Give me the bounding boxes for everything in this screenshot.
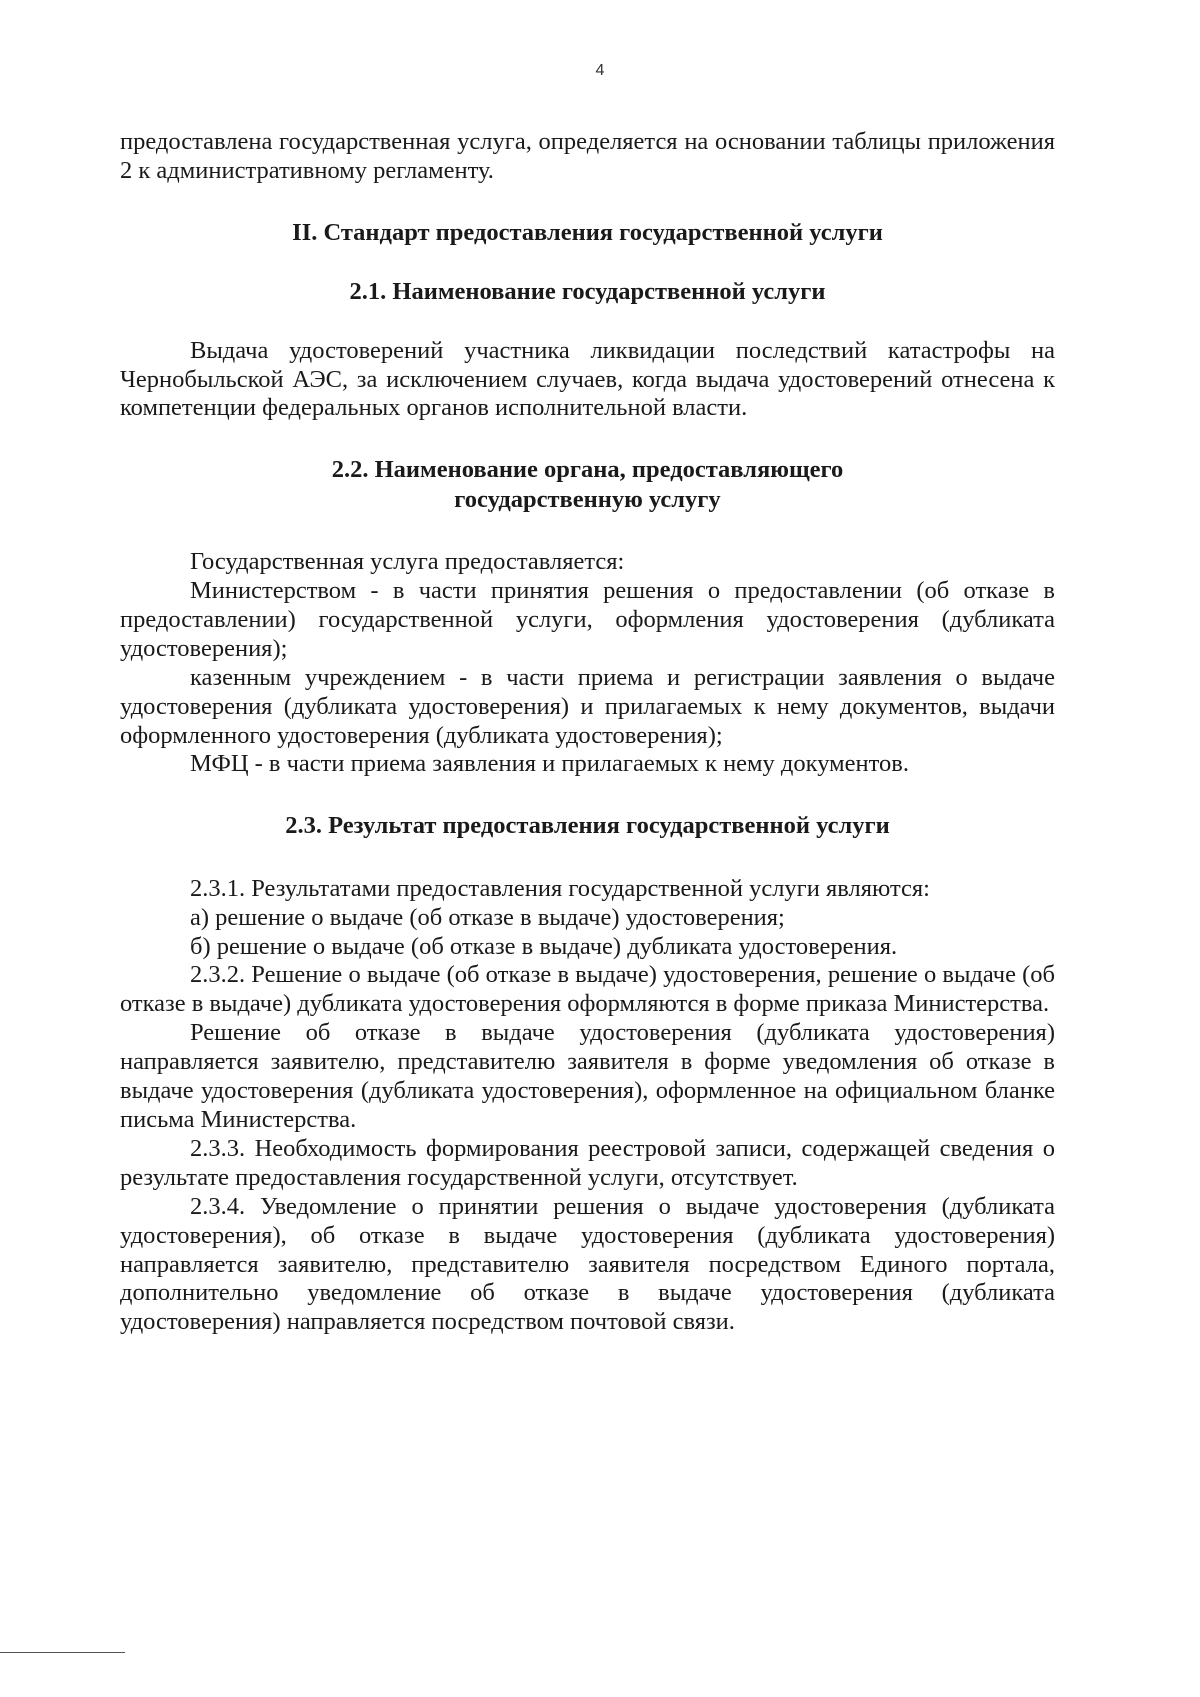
subsection-2-1-text: Выдача удостоверений участника ликвидации последствий катастрофы на Чернобыльской АЭС, за исключением случаев, когда выдача удостоверений отнесена к компетенции федеральных органов исполнительной власти. [120,336,1055,422]
paragraph: Решение об отказе в выдаче удостоверения (дубликата удостоверения) направляется заявителю, представителю заявителя в форме уведомления об отказе в выдаче удостоверения (дубликата удостоверения), оформленное на официальном бланке письма Министерства. [120,1019,1055,1133]
paragraph: а) решение о выдаче (об отказе в выдаче) удостоверения; [190,903,785,931]
page-number: 4 [595,62,605,79]
paragraph: 2.3.2. Решение о выдаче (об отказе в выдаче) удостоверения, решение о выдаче (об отказе в выдаче) дубликата удостоверения оформляются в форме приказа Министерства. [120,961,1055,1018]
paragraph: Министерством - в части принятия решения о предоставлении (об отказе в предоставлении) государственной услуги, оформления удостоверения (дубликата удостоверения); [120,577,1055,662]
paragraph: МФЦ - в части приема заявления и прилагаемых к нему документов. [190,750,909,778]
subsection-2-3-title: 2.3. Результат предоставления государственной услуги [285,812,890,840]
footer-divider [0,1652,125,1653]
subsection-2-1-title: 2.1. Наименование государственной услуги [349,278,826,306]
paragraph: Государственная услуга предоставляется: [190,548,625,576]
subsection-2-2-title [120,455,1055,514]
paragraph: 2.3.4. Уведомление о принятии решения о выдаче удостоверения (дубликата удостоверения), об отказе в выдаче удостоверения (дубликата удостоверения) направляется заявителю, представителю заявителя посредством Единого портала, дополнительно уведомление об отказе в выдаче удостоверения (дубликата удостоверения) направляется посредством почтовой связи. [120,1192,1055,1336]
intro-paragraph: предоставлена государственная услуга, определяется на основании таблицы приложения 2 к административному регламенту. [120,128,1055,184]
section-title: II. Стандарт предоставления государственной услуги [292,218,883,246]
subsection-2-2-title-line1: 2.2. Наименование органа, предоставляющего [331,456,844,484]
paragraph: казенным учреждением - в части приема и регистрации заявления о выдаче удостоверения (дубликата удостоверения) и прилагаемых к нему документов, выдачи оформленного удостоверения (дубликата удостоверения); [120,663,1055,749]
paragraph: 2.3.1. Результатами предоставления государственной услуги являются: [190,874,930,902]
document-body [120,128,1055,1337]
subsection-2-2-title-line2: государственную услугу [454,485,721,513]
paragraph: б) решение о выдаче (об отказе в выдаче) дубликата удостоверения. [190,932,898,960]
paragraph: 2.3.3. Необходимость формирования реестровой записи, содержащей сведения о результате предоставления государственной услуги, отсутствует. [120,1134,1055,1191]
